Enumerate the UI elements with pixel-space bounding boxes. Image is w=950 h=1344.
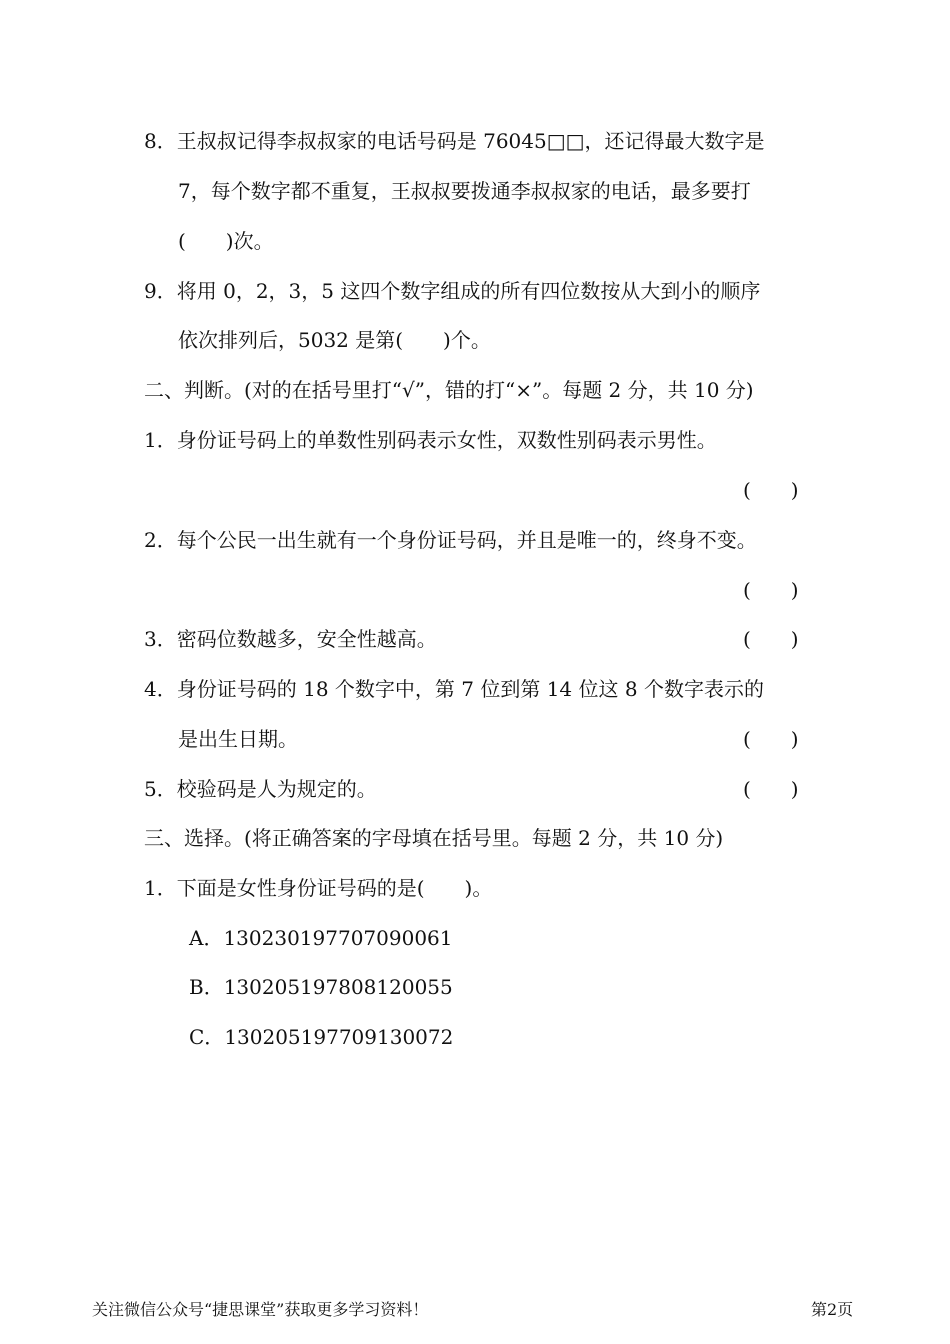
judgement-item-3-number: 3． — [144, 627, 177, 651]
choice-option-c-label: C． — [189, 1025, 225, 1049]
question-8-number: 8． — [144, 129, 177, 153]
footer-wechat-notice: 关注微信公众号“捷思课堂”获取更多学习资料！ — [92, 1300, 429, 1319]
choice-question-1-number: 1． — [144, 876, 177, 900]
section-2-heading: 二、判断。(对的在括号里打“√”，错的打“×”。每题 2 分，共 10 分) — [144, 378, 754, 402]
judgement-item-1-answer-bracket: ( ) — [743, 478, 799, 502]
judgement-item-4-number: 4． — [144, 677, 177, 701]
judgement-item-5-answer-bracket: ( ) — [743, 777, 799, 801]
judgement-item-4-text-1: 身份证号码的 18 个数字中，第 7 位到第 14 位这 8 个数字表示的 — [176, 677, 764, 701]
judgement-item-2 — [144, 528, 757, 552]
judgement-item-3-text: 密码位数越多，安全性越高。 — [176, 627, 437, 651]
judgement-item-3-answer-bracket: ( ) — [743, 627, 799, 651]
choice-option-b-label: B． — [189, 975, 224, 999]
question-9-number: 9． — [144, 279, 177, 303]
question-9-line-1 — [144, 279, 760, 303]
choice-question-1-text: 下面是女性身份证号码的是( )。 — [176, 876, 493, 900]
judgement-item-5 — [144, 777, 377, 801]
question-8-line-3: ( )次。 — [178, 229, 274, 253]
judgement-item-2-answer-bracket: ( ) — [743, 578, 799, 602]
choice-option-a-label: A． — [189, 926, 224, 950]
choice-question-1 — [144, 876, 492, 900]
choice-option-b-value: 130205197808120055 — [223, 975, 453, 999]
judgement-item-4-line-1 — [144, 677, 764, 701]
judgement-item-1-text: 身份证号码上的单数性别码表示女性，双数性别码表示男性。 — [176, 428, 717, 452]
choice-option-c-value: 130205197709130072 — [224, 1025, 454, 1049]
judgement-item-1-number: 1． — [144, 428, 177, 452]
judgement-item-2-number: 2． — [144, 528, 177, 552]
judgement-item-2-text: 每个公民一出生就有一个身份证号码，并且是唯一的，终身不变。 — [176, 528, 757, 552]
choice-option-a-value: 130230197707090061 — [223, 926, 453, 950]
question-8-line-1 — [144, 129, 765, 153]
question-8-text-1: 王叔叔记得李叔叔家的电话号码是 76045□□，还记得最大数字是 — [176, 129, 765, 153]
question-8-line-2: 7，每个数字都不重复，王叔叔要拨通李叔叔家的电话，最多要打 — [178, 179, 751, 203]
question-9-line-2: 依次排列后，5032 是第( )个。 — [178, 328, 491, 352]
section-3-heading: 三、选择。(将正确答案的字母填在括号里。每题 2 分，共 10 分) — [144, 826, 724, 850]
judgement-item-5-number: 5． — [144, 777, 177, 801]
judgement-item-3 — [144, 627, 437, 651]
choice-option-b — [189, 975, 453, 999]
judgement-item-4-line-2: 是出生日期。 — [178, 727, 298, 751]
judgement-item-4-answer-bracket: ( ) — [743, 727, 799, 751]
choice-option-c — [189, 1025, 453, 1049]
question-9-text-1: 将用 0，2，3，5 这四个数字组成的所有四位数按从大到小的顺序 — [176, 279, 761, 303]
judgement-item-5-text: 校验码是人为规定的。 — [176, 777, 377, 801]
footer-page-number: 第2页 — [811, 1300, 854, 1319]
choice-option-a — [189, 926, 453, 950]
judgement-item-1 — [144, 428, 717, 452]
